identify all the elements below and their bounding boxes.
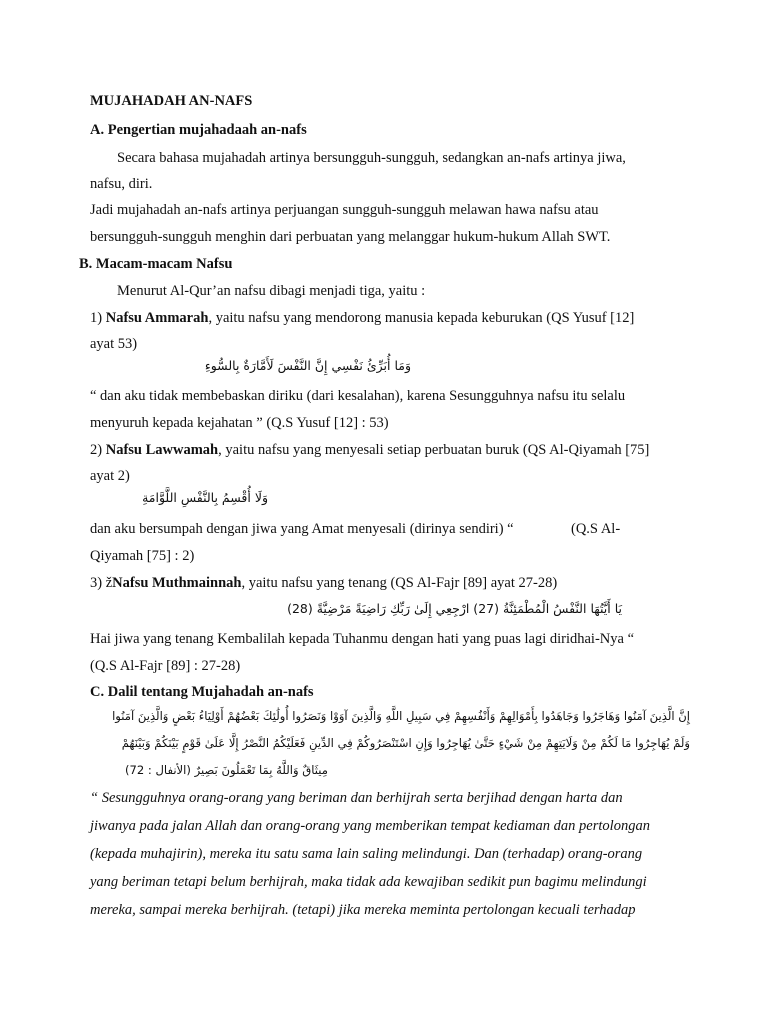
item2-trans1-ref: (Q.S Al- [571,521,621,537]
item3-arabic: يَا أَيَّتُهَا النَّفْسُ الْمُطْمَئِنَّةُ (27) ارْجِعِي إِلَىٰ رَبِّكِ رَاضِيَةً مَرْضِيَّةً (28) [287,601,622,616]
italic-line2: jiwanya pada jalan Allah dan orang-orang yang memberikan tempat kediaman dan pertolongan [90,818,650,834]
item1-num: 1) [90,310,106,326]
item2-name: Nafsu Lawwamah [105,442,219,458]
section-b-intro: Menurut Al-Qur’an nafsu dibagi menjadi tiga, yaitu : [117,283,426,299]
section-b-heading: B. Macam-macam Nafsu [79,256,233,272]
item3-num: 3) ž [90,575,113,591]
section-a-p1-line2: nafsu, diri. [90,176,153,192]
italic-line3: (kepada muhajirin), mereka itu satu sama lain saling melindungi. Dan (terhadap) orang-orang [90,846,643,862]
doc-title: MUJAHADAH AN-NAFS [90,93,253,109]
item1-arabic: وَمَا أُبَرِّئُ نَفْسِي إِنَّ النَّفْسَ لَأَمَّارَةٌ بِالسُّوءِ [204,358,411,373]
item2-trans2: Qiyamah [75] : 2) [90,548,195,564]
item1-desc: , yaitu nafsu yang mendorong manusia kepada keburukan (QS Yusuf [12] [208,310,635,326]
item2-arabic: وَلَا أُقْسِمُ بِالنَّفْسِ اللَّوَّامَةِ [142,490,268,505]
item3-line [90,574,557,592]
item2-num: 2) [90,442,106,458]
section-c-arabic1: إِنَّ الَّذِينَ آمَنُوا وَهَاجَرُوا وَجَاهَدُوا بِأَمْوَالِهِمْ وَأَنْفُسِهِمْ فِي سَبِيلِ اللَّهِ وَالَّذِينَ آوَوْا وَنَصَرُوا أُولَٰئِكَ بَعْضُهُمْ أَوْلِيَاءُ بَعْضٍ وَالَّذِينَ آمَنُوا [112,709,690,723]
item1-trans1: “ dan aku tidak membebaskan diriku (dari kesalahan), karena Sesungguhnya nafsu itu selalu [90,388,626,404]
section-a-p1-line1: Secara bahasa mujahadah artinya bersungguh-sungguh, sedangkan an-nafs artinya jiwa, [117,150,626,166]
section-c-arabic3: مِيثَاقٌ وَاللَّهُ بِمَا تَعْمَلُونَ بَصِيرٌ (الأنفال : 72) [124,763,328,777]
item1-desc2: ayat 53) [90,336,138,352]
italic-line4: yang beriman tetapi belum berhijrah, maka tidak ada kewajiban sedikit pun bagimu melindungi [90,874,647,890]
item3-name: Nafsu Muthmainnah [112,575,242,591]
item2-trans1: dan aku bersumpah dengan jiwa yang Amat menyesali (dirinya sendiri) “ [90,521,514,537]
item2-desc2: ayat 2) [90,468,130,484]
item1-trans2: menyuruh kepada kejahatan ” (Q.S Yusuf [12] : 53) [90,415,389,431]
section-c-arabic2: وَلَمْ يُهَاجِرُوا مَا لَكُمْ مِنْ وَلَايَتِهِمْ مِنْ شَيْءٍ حَتَّىٰ يُهَاجِرُوا وَإِنِ اسْتَنْصَرُوكُمْ فِي الدِّينِ فَعَلَيْكُمُ النَّصْرُ إِلَّا عَلَىٰ قَوْمٍ بَيْنَكُمْ وَبَيْنَهُمْ [121,736,690,750]
item1-line [90,309,634,327]
section-c-heading: C. Dalil tentang Mujahadah an-nafs [90,684,314,700]
item3-desc: , yaitu nafsu yang tenang (QS Al-Fajr [89] ayat 27-28) [241,575,558,591]
item1-name: Nafsu Ammarah [105,310,209,326]
section-a-p2-line2: bersungguh-sungguh menghin dari perbuatan yang melanggar hukum-hukum Allah SWT. [90,229,611,245]
item3-trans1: Hai jiwa yang tenang Kembalilah kepada Tuhanmu dengan hati yang puas lagi diridhai-Nya “ [90,631,635,647]
italic-line1: “ Sesungguhnya orang-orang yang beriman dan berhijrah serta berjihad dengan harta dan [90,790,623,806]
item3-trans2: (Q.S Al-Fajr [89] : 27-28) [90,658,241,674]
section-a-heading: A. Pengertian mujahadaah an-nafs [90,122,307,138]
item2-line [90,441,649,459]
italic-line5: mereka, sampai mereka berhijrah. (tetapi) jika mereka meminta pertolongan kecuali terhadap [90,902,636,918]
section-a-p2-line1: Jadi mujahadah an-nafs artinya perjuangan sungguh-sungguh melawan hawa nafsu atau [90,202,599,218]
item2-desc: , yaitu nafsu yang menyesali setiap perbuatan buruk (QS Al-Qiyamah [75] [218,442,650,458]
